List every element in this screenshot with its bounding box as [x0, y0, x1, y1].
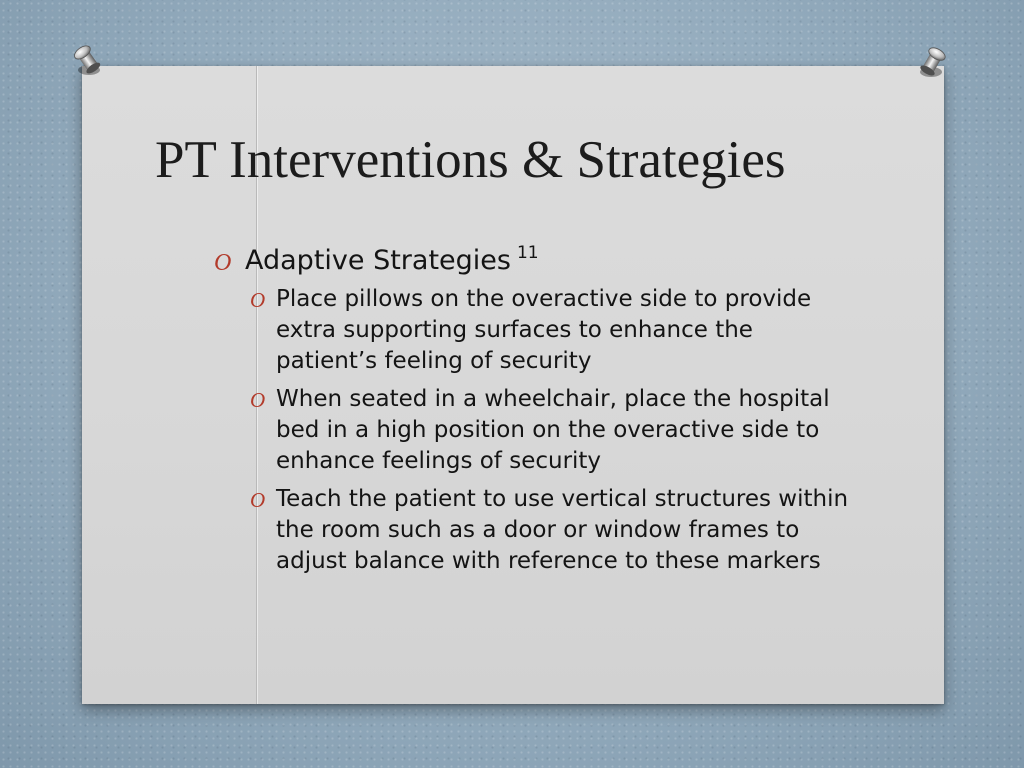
heading-text: Adaptive Strategies — [245, 245, 511, 276]
list-item — [250, 284, 854, 377]
list-item-text: When seated in a wheelchair, place the hospital bed in a high position on the overactive side to enhance feelings of security — [276, 386, 830, 474]
bullet-marker-icon: O — [214, 250, 232, 276]
bullet-marker-icon: O — [250, 388, 266, 412]
list-item-text: Teach the patient to use vertical structures within the room such as a door or window frames to adjust balance with reference to these markers — [276, 486, 849, 574]
bullet-heading — [214, 242, 854, 283]
pushpin-icon — [68, 40, 106, 78]
bullet-marker-icon: O — [250, 488, 266, 512]
bullet-marker-icon: O — [250, 288, 266, 312]
bullet-list — [214, 242, 854, 577]
list-item-text: Place pillows on the overactive side to provide extra supporting surfaces to enhance the patient’s feeling of security — [276, 286, 812, 374]
slide-title: PT Interventions & Strategies — [155, 131, 786, 189]
pushpin-icon — [914, 42, 952, 80]
list-item — [250, 484, 854, 577]
citation-superscript: 11 — [516, 243, 539, 263]
list-item — [250, 384, 854, 477]
